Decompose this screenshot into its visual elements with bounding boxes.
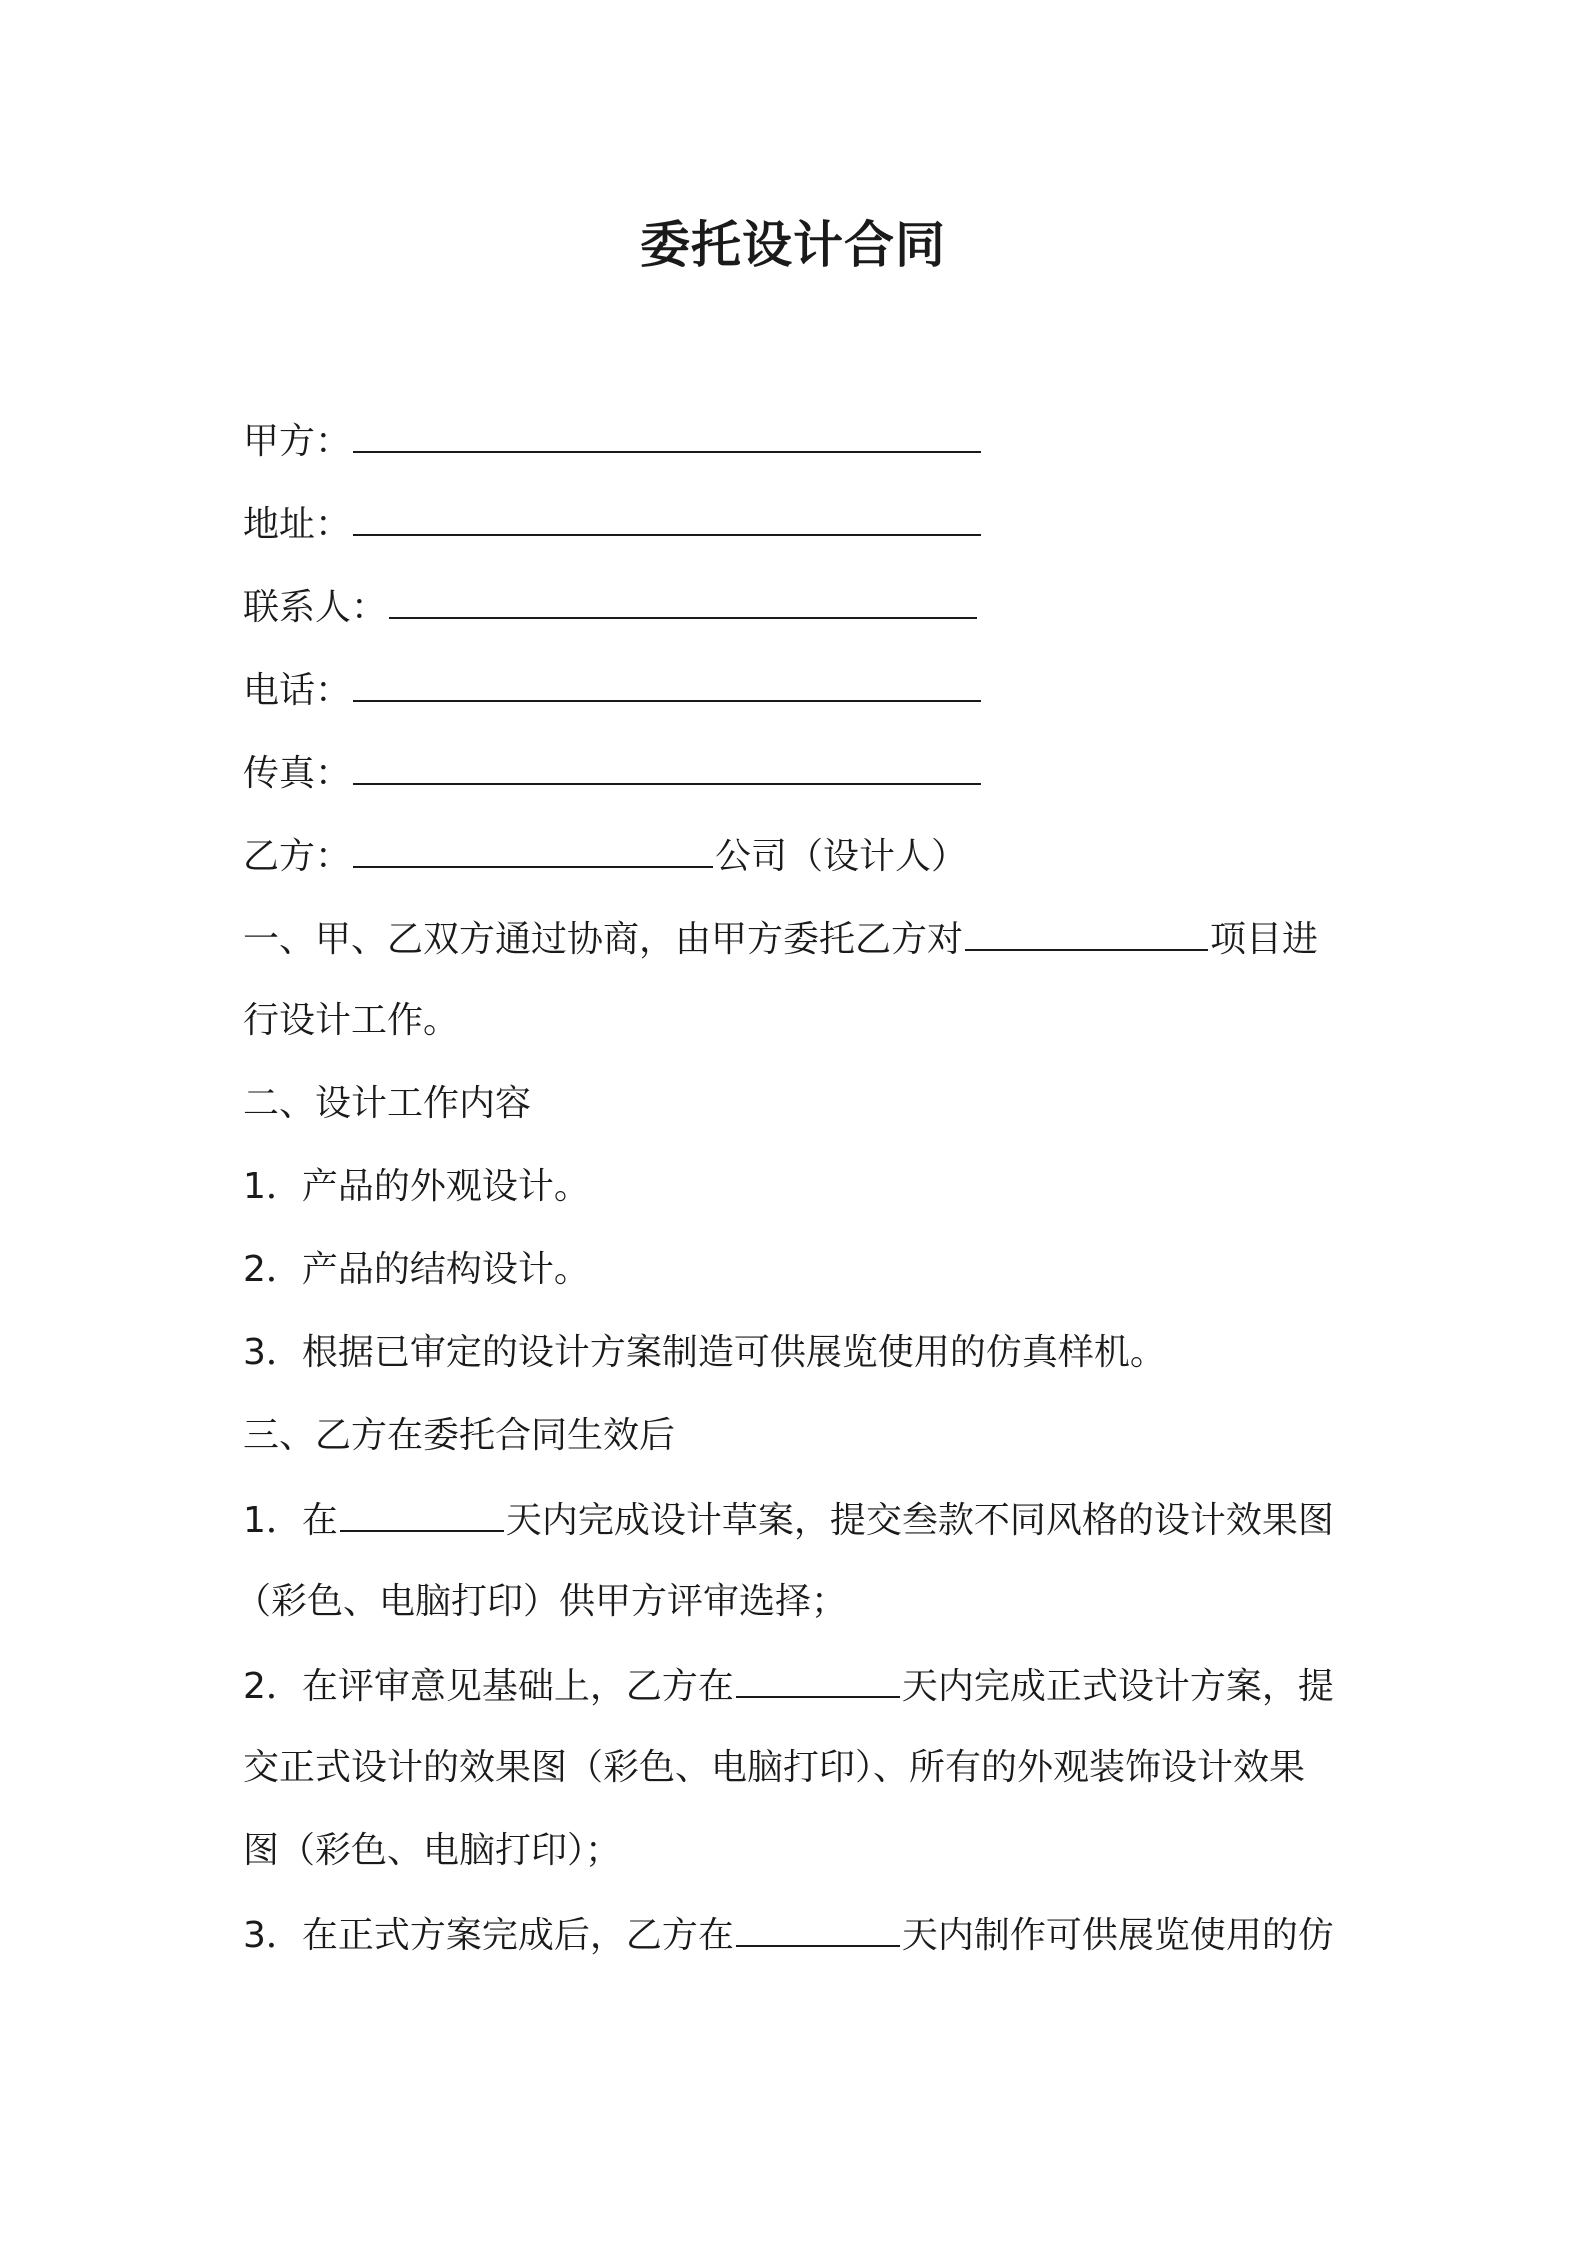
contact-blank[interactable] (389, 581, 977, 619)
formal-days-blank[interactable] (736, 1660, 900, 1698)
project-blank[interactable] (965, 913, 1208, 951)
clause1-suffix: 项目进 (1210, 919, 1319, 960)
address-line (243, 498, 983, 550)
party-b-line (243, 830, 967, 882)
clause2-item-2: 2．产品的结构设计。 (243, 1249, 590, 1290)
contact-line (243, 581, 979, 633)
clause3-item1-suffix: 天内完成设计草案，提交叁款不同风格的设计效果图 (505, 1500, 1334, 1541)
party-b-company-blank[interactable] (353, 830, 713, 868)
clause3-item2-line3: 图（彩色、电脑打印）； (243, 1830, 622, 1871)
phone-blank[interactable] (353, 664, 981, 702)
prototype-days-blank[interactable] (736, 1909, 900, 1947)
phone-line (243, 664, 983, 716)
contact-label: 联系人： (243, 587, 388, 628)
party-b-label: 乙方： (243, 836, 352, 877)
clause3-item3-suffix: 天内制作可供展览使用的仿 (901, 1915, 1334, 1956)
party-b-suffix: 公司（设计人） (715, 836, 968, 877)
clause2-item-1: 1．产品的外观设计。 (243, 1166, 590, 1207)
clause1-line1 (243, 913, 1318, 965)
clause3-item3-line1 (243, 1909, 1334, 1961)
fax-blank[interactable] (353, 747, 981, 785)
clause3-item2-line2: 交正式设计的效果图（彩色、电脑打印）、所有的外观装饰设计效果 (243, 1747, 1306, 1788)
party-a-blank[interactable] (353, 415, 981, 453)
clause1-line2: 行设计工作。 (243, 1000, 460, 1041)
clause2-item-3: 3．根据已审定的设计方案制造可供展览使用的仿真样机。 (243, 1332, 1166, 1373)
address-blank[interactable] (353, 498, 981, 536)
draft-days-blank[interactable] (340, 1494, 504, 1532)
clause3-item1-line2: （彩色、电脑打印）供甲方评审选择； (235, 1581, 848, 1622)
clause3-item2-suffix: 天内完成正式设计方案，提 (901, 1666, 1334, 1707)
party-a-label: 甲方： (243, 421, 352, 462)
clause3-item3-prefix: 3．在正式方案完成后，乙方在 (243, 1915, 734, 1956)
address-label: 地址： (243, 504, 352, 545)
clause3-item1-line1 (243, 1494, 1334, 1546)
clause2-heading: 二、设计工作内容 (243, 1083, 532, 1124)
clause1-prefix: 一、甲、乙双方通过协商，由甲方委托乙方对 (243, 919, 964, 960)
party-a-line (243, 415, 983, 467)
clause3-item2-line1 (243, 1660, 1334, 1712)
phone-label: 电话： (243, 670, 352, 711)
document-title: 委托设计合同 (640, 216, 946, 274)
fax-line (243, 747, 983, 799)
clause3-item1-prefix: 1．在 (243, 1500, 338, 1541)
clause3-heading: 三、乙方在委托合同生效后 (243, 1415, 676, 1456)
clause3-item2-prefix: 2．在评审意见基础上，乙方在 (243, 1666, 734, 1707)
fax-label: 传真： (243, 753, 352, 794)
